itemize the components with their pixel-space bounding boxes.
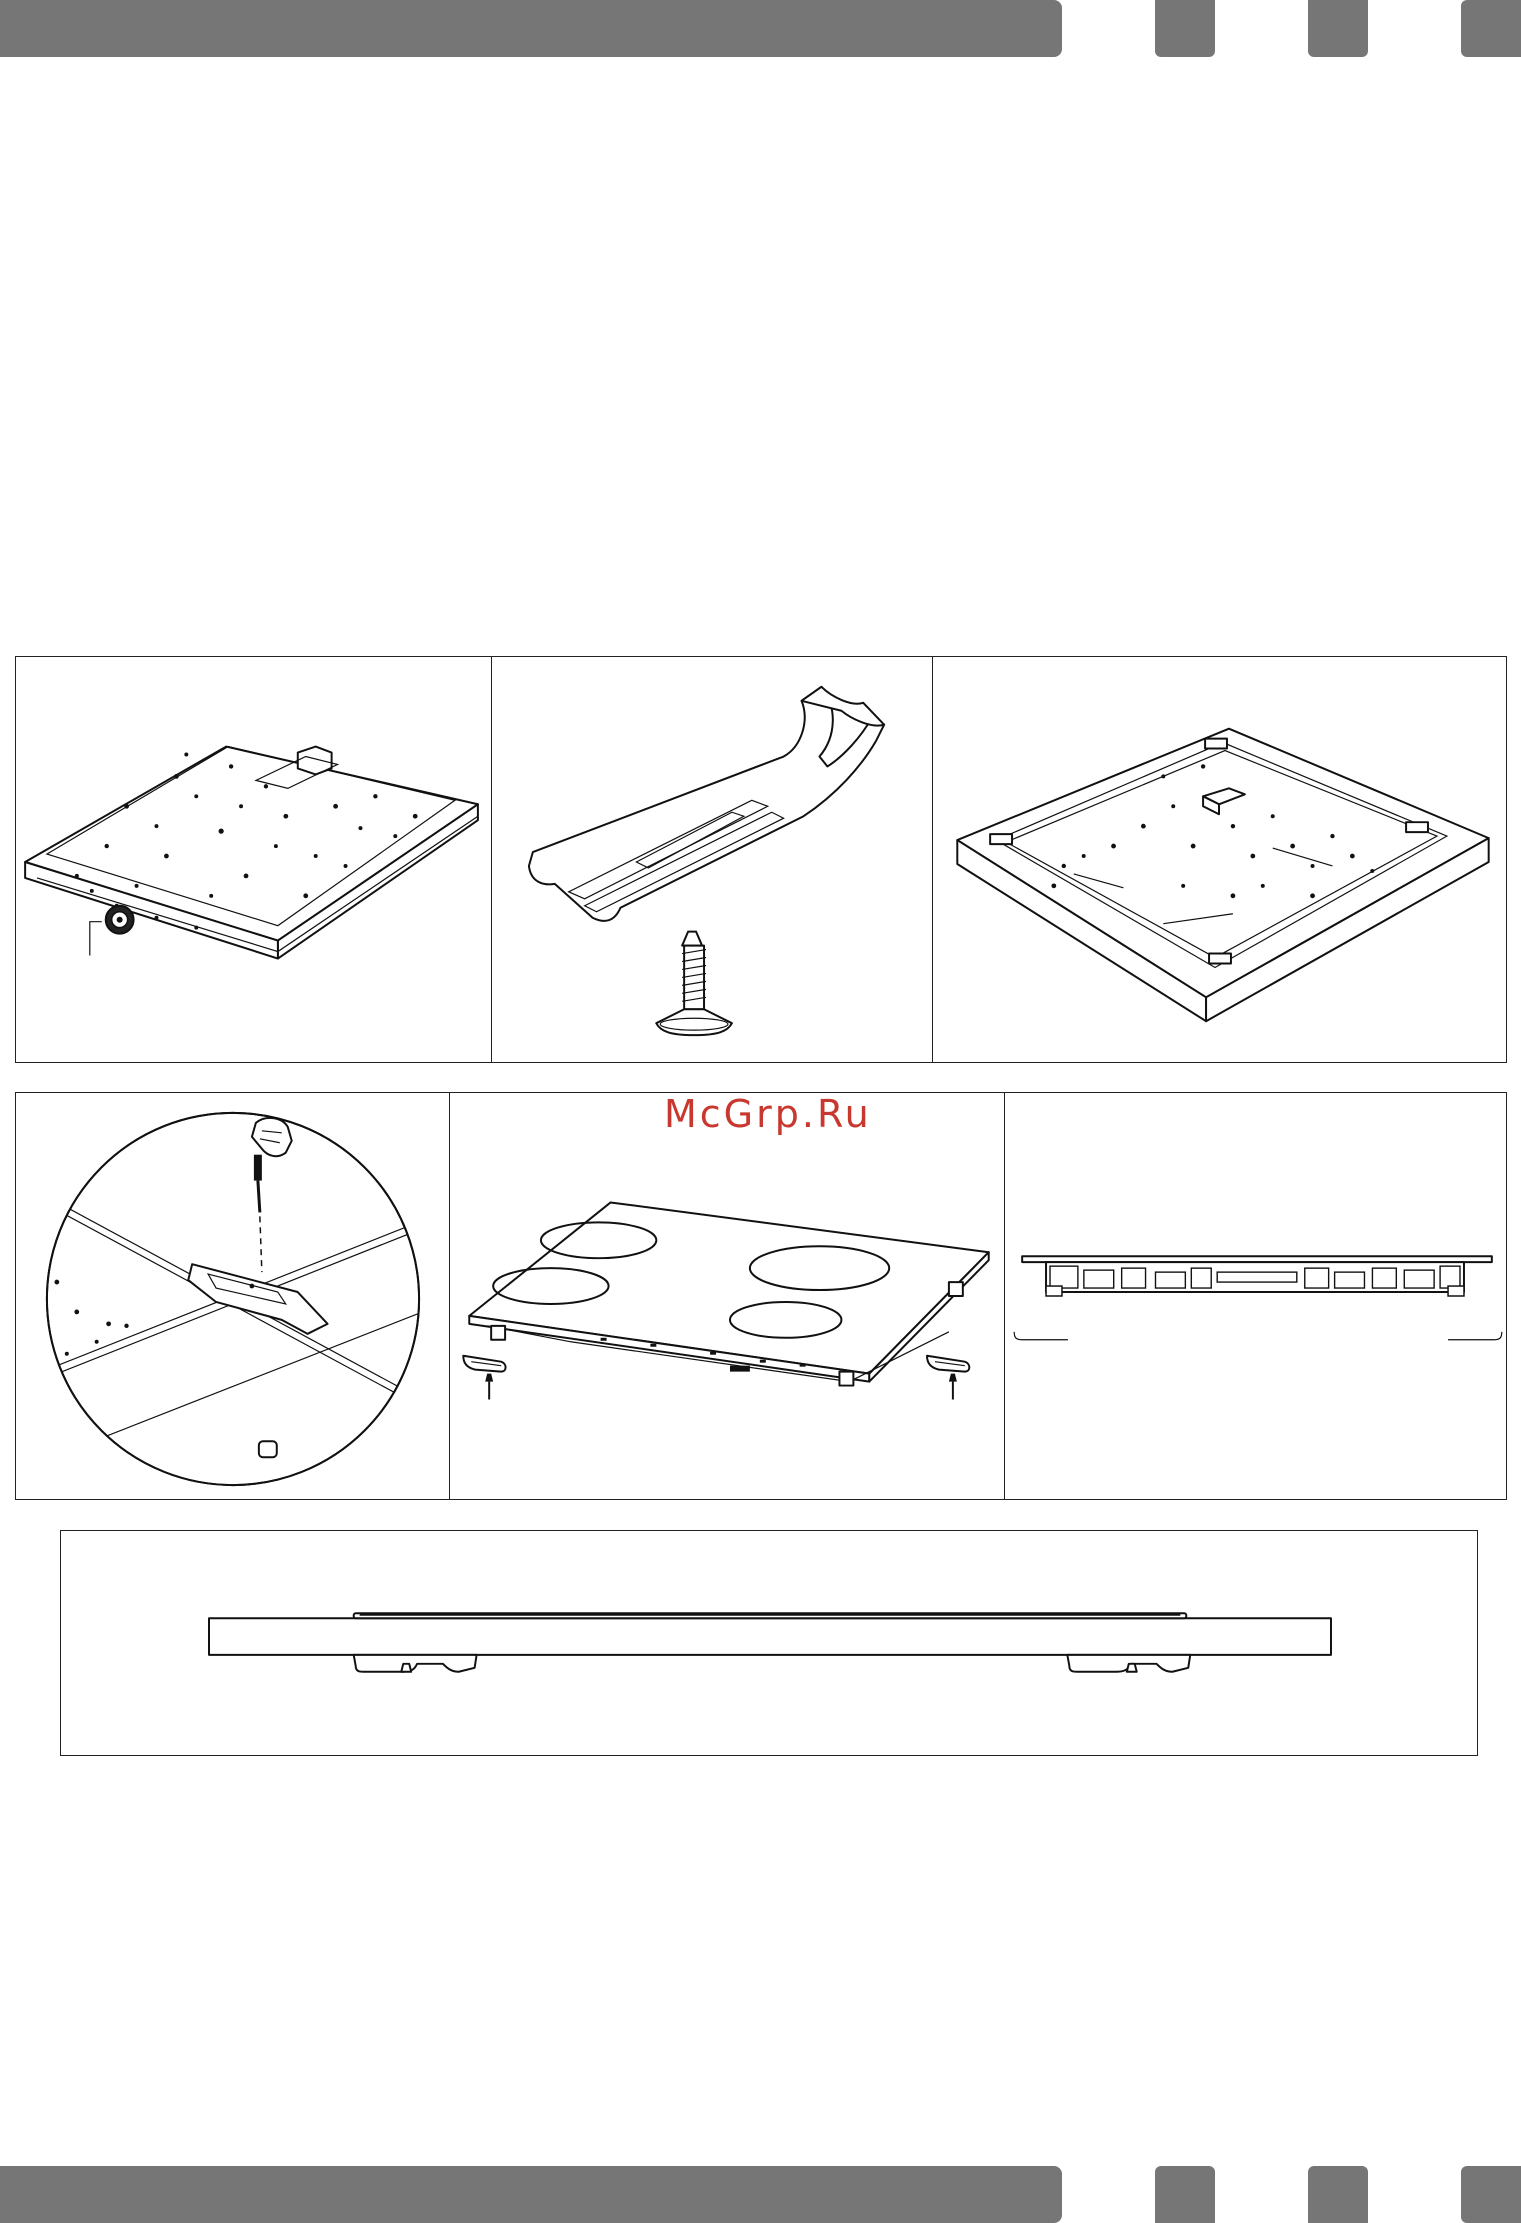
footer-bar [0,2166,1062,2223]
figure-hob-with-brackets [450,1093,1004,1499]
figure-worktop-section [60,1530,1478,1756]
figure-hob-underside [16,657,491,1062]
header-tab-3 [1461,0,1521,57]
header-tab-1 [1155,0,1215,57]
footer-tab-2 [1308,2166,1368,2223]
figure-hob-on-worktop [933,657,1508,1062]
screwdriver-detail-zoom-icon [16,1093,449,1499]
footer-tab-1 [1155,2166,1215,2223]
watermark: McGrp.Ru [664,1092,872,1136]
ceramic-hob-with-brackets-icon [450,1093,1004,1499]
fixing-bracket-and-screw-icon [492,657,932,1062]
figure-hob-side-view [1005,1093,1508,1499]
figure-bracket-and-screw [492,657,932,1062]
footer-tab-3 [1461,2166,1521,2223]
header-bar [0,0,1062,57]
figure-row-2 [15,1092,1507,1500]
header-tab-2 [1308,0,1368,57]
worktop-cross-section-icon [61,1531,1477,1755]
hob-side-view-icon [1005,1093,1508,1499]
figure-row-1 [15,656,1507,1063]
hob-on-worktop-icon [933,657,1508,1062]
hob-underside-with-clamp-icon [16,657,491,1062]
figure-screwdriver-detail [16,1093,449,1499]
